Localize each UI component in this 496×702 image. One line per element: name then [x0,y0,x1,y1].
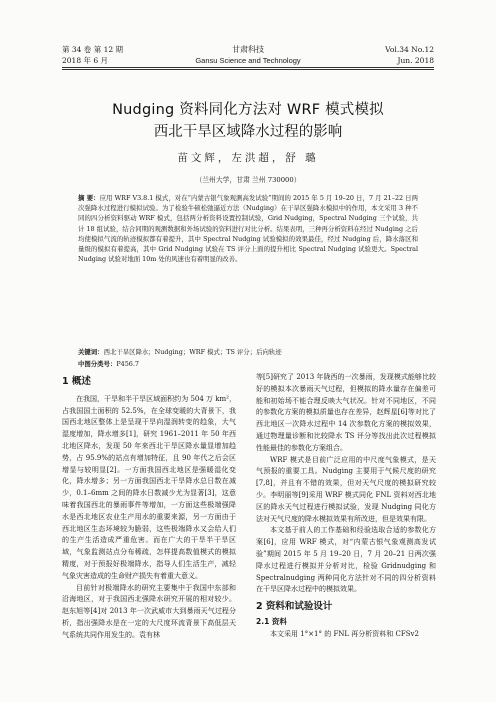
body-paragraph: 等[5]研究了 2013 年陇西的一次暴雨，发现模式能够比较好的模拟本次暴雨天气过程，但模拟的降水量存在偏差可能和初始场不能合理反映大气状况。针对不同地区，不同的参数化方案的模拟质量也存在差异，赵辉星[6]等对比了西北地区一次降水过程中 14 次参数化方案的模拟效果，通过物理量诊断和比较降水 TS 评分等找出此次过程模拟性能最佳的参数化方案组合。 [256,373,436,452]
header-date-en: Jun. 2018 [397,56,434,65]
keywords-text: 西北干旱区降水；Nudging；WRF 模式；TS 评分；后向轨迹 [103,348,282,356]
body-column-right [256,372,436,641]
clc-label: 中图分类号： [78,360,117,368]
body-paragraph: 本文基于前人的工作基础和经验选取合适的参数化方案[6]，应用 WRF 模式，对“内蒙古银气象观测高发试验”期间 2015 年 5 月 19–20 日，7 月 20–21 日两次强降水过程进行模拟并分析对比，检验 Gridnudging 和 Spectralnudging 两种同化方法针对不同的四分析资料在干旱区降水过程中的模拟效果。 [256,526,436,594]
header-rule-top [62,67,434,68]
header-right [385,44,434,66]
section-2-heading: 2 资料和试验设计 [256,601,333,613]
journal-name-en: Gansu Science and Technology [195,56,301,65]
paper-title-line2: 西北干旱区域降水过程的影响 [153,124,343,140]
body-paragraph: WRF 模式是目前广泛应用的中尺度气象模式，是天气预报的重要工具。Nudging 主要用于气候尺度的研究[7,8]，并且有不错的效果，但对天气尺度的模拟研究较少。李明丽等[9]采用 WRF 模式同化 FNL 资料对西北地区的降水天气过程进行模拟试验，发现 Nudging 同化方法对天气尺度的降水模拟效果有所改进，但是效果有限。 [256,455,436,523]
paper-title-line1: Nudging 资料同化方法对 WRF 模式模拟 [112,102,384,118]
section-1-heading: 1 概述 [62,376,91,387]
paper-authors: 苗文辉，左洪超，舒 璐 [177,152,319,164]
header-date: 2018 年 6 月 [62,56,109,65]
header-rule-bottom [62,69,434,70]
header-volume-issue: 第 34 卷 第 12 期 [62,45,124,54]
abstract [78,193,418,264]
body-paragraph: 目前针对极端降水的研究主要集中于我国中东部和沿海地区，对于我国西北强降水研究开展的相对较少。赵东旭等[4]对 2013 年一次武威市大到暴雨天气过程分析，指出强降水是在一定的大尺度环流背景下高低层天气系统共同作用发生的。袁有林 [62,583,236,639]
abstract-label: 摘 要： [78,194,100,202]
journal-name-cn: 甘肃科技 [232,45,264,54]
clc-value: P456.7 [116,360,139,368]
body-column-left [62,376,236,642]
subsection-2-1-heading: 2.1 资料 [256,616,287,626]
classification-number [78,359,418,369]
body-paragraph: 本文采用 1°×1° 的 FNL 再分析资料和 CFSv2 [270,629,419,638]
paper-affiliation: （兰州大学，甘肃 兰州 730000） [195,176,301,184]
keywords [78,347,418,357]
abstract-text: 应用 WRF V3.8.1 模式，对在“内蒙古银气象观测高发试验”期间的 2015 年 5 月 19–20 日，7 月 21–22 日两次强降水过程进行模拟试验。为了检验牛顿松弛逼近方法（Nudging）在干旱区强降水模拟中的作用，本文采用 3 种不同的四分析资料驱动 WRF 模式，包括两分析资料设置控制试验，Grid Nudging，Spectral Nudging 三个试验，共计 18 组试验，结合同期的观测数据和外场试验的资料进行对比分析。结果表明，三种再分析资料在经过 Nudging 之后均使模拟气流的轨迹模拟都有着提升，其中 Spectral Nudging 试验模拟的效果最佳，经过 Nudging 后，降水落区和量级的模拟有着提高，其中 Grid Nudging 试验在 TS 评分上面的提升相比 Spectral Nudging 试验更大。Spectral Nudging 试验对地面 10m 处的风速也有着明显的改善。 [78,194,418,264]
body-paragraph: 在我国，干旱和半干旱区域面积约为 504 万 km²，占我国国土面积的 52.5%，在全球变暖的大背景下，我国西北地区整体上是呈现干旱向湿润转变的趋象，大气湿度增加，降水增多[1]，研究 1961–2011 年 50 年西北地区降水，发现 50 年来西北干旱区降水量显增加趋势，占 95.9%的站点有增加特征，且 90 年代之后会区增显与较明显[2]。一方面我国西北地区是强暖湿化变化，降水增多；另一方面我国西北干旱降水总日数在减少，0.1–6mm 之间的降水日数减少尤为显著[3]，这意味着我国西北的暴雨事件等增加，一方面这些极端强降水是西北地区农业生产用水的重要来源，另一方面由于西北地区生态环境较为脆弱，这些极端降水又会给人们的生产生活造成严重危害。而在广大的干旱半干旱区域，气象监测站点分布稀疏，怎样提高数值模式的模拟精度，对于预报好极端降水，指导人们生活生产，减轻气象灾害造成的生命财产损失有着重大意义。 [62,394,236,580]
keywords-label: 关键词： [78,348,104,356]
header-volume-en: Vol.34 No.12 [385,45,434,54]
